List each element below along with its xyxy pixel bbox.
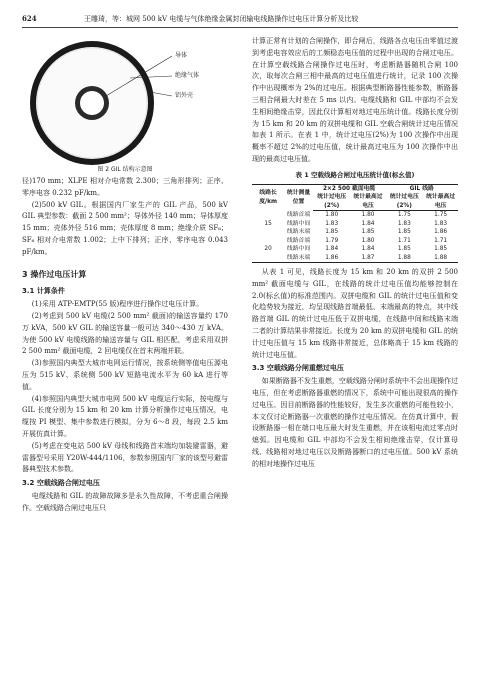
table-row xyxy=(252,254,458,263)
paragraph: 计算正常有计划的合闸操作，即合闸后，线路各点电压由零值过渡到考虑电容效应后的工频稳态电压值的过程中出现的合闸过电压。在计算空载线路合闸操作过电压时，考虑断路器随机合闸 100 次，取每次合闸三相中最高的过电压值进行统计，记录 100 次操作中出现概率为 2%的过电压。根据典型断路器性能参数，断路器三相合闸最大时差在 5 ms 以内。电缆线路和 GIL 中部均不会发生相间绝缘击穿，因此仅计算相对地过电压统计值。线路长度分别为 15 km 和 20 km 的双拼电缆和 GIL 空载合闸统计过电压情况如表 1 所示。在表 1 中，统计过电压(2%)为 100 次操作中出现概率不超过 2%的过电压值，统计最高过电压为 100 次操作中出现的最高过电压值。 xyxy=(252,37,458,163)
cell-cable-stat: 1.80 xyxy=(325,212,339,219)
conductor-inner xyxy=(80,91,104,115)
subsection-heading: 3.2 空载线路合闸过电压 xyxy=(22,479,100,488)
table-row xyxy=(252,245,458,254)
table-row xyxy=(252,237,458,246)
paragraph: (2)考虑到 500 kV 电缆(2 500 mm² 截面)的输送容量约 170 万 kVA，500 kV GIL 的输送容量一般可达 340～430 万 kVA。为使 500 kV 电缆线路的输送容量与 GIL 相匹配，考虑采用双拼 2 500 mm² 截面电缆，2 回电缆仅在首末两端并联。 xyxy=(22,311,228,356)
cell-gil-stat: 1.71 xyxy=(397,237,411,244)
cell-gil-max: 1.85 xyxy=(434,246,448,253)
cell-length xyxy=(252,228,284,237)
cell-position: 线路首端 xyxy=(286,211,311,218)
cell-length: 20 xyxy=(264,246,272,253)
cell-cable-max: 1.84 xyxy=(361,246,375,253)
col-header-cable: 2×2 500 截面电缆 xyxy=(313,184,386,193)
paragraph: 电缆线路和 GIL 的故障故障多是永久性故障，不考虑重合闸操作。空载线路合闸过电压只 xyxy=(22,491,228,512)
label-aluminum-shell: 铝外壳 xyxy=(175,92,194,99)
cell-gil-max: 1.71 xyxy=(434,237,448,244)
cell-gil-max: 1.75 xyxy=(434,212,448,219)
paragraph: 径)170 mm；XLPE 相对介电常数 2.300；三角形排列；正序、零序电容 0.232 pF/km。 xyxy=(22,177,228,197)
cell-gil-max: 1.83 xyxy=(434,220,448,227)
cell-gil-stat: 1.88 xyxy=(385,254,423,263)
cell-cable-max: 1.84 xyxy=(361,220,375,227)
paragraph: 如果断路器不发生重燃，空载线路分闸时系统中不会出现操作过电压，但在考虑断路器重燃的情况下，系统中可能出现很高的操作过电压。因目前断路器的性能较好，发生多次重燃的可能性较小，本文仅讨论断路器一次重燃的操作过电压情况。在仿真计算中，假设断路器一相在端口电压最大时发生重燃，并在该相电流过零点时熄弧。因电缆和 GIL 中部均不会发生相间绝缘击穿，仅计算母线、线路相对地过电压以及断路器断口的过电压值。500 kV 系统的相对地操作过电压 xyxy=(252,377,458,468)
cell-gil-stat: 1.75 xyxy=(397,212,411,219)
paragraph: (1)采用 ATP-EMTP(55 版)程序进行操作过电压计算。 xyxy=(31,300,204,309)
cell-gil-stat: 1.83 xyxy=(397,220,411,227)
paragraph: (2)500 kV GIL。根据国内厂家生产的 GIL 产品，500 kV GIL 典型参数：截面 2 500 mm²；导体外径 140 mm；导体厚度 15 mm；壳体外径 516 mm；壳体厚度 8 mm；绝缘介质 SF₆；SF₆ 相对介电常数 1.002；上中下排列；正序、零序电容 0.043 pF/km。 xyxy=(22,200,228,256)
paragraph: (4)参照国内典型大城市电网 500 kV 电缆运行实际，按电缆与 GIL 长度分别为 15 km 和 20 km 计算分析操作过电压情况，电缆按 PI 模型、集中参数进行模拟，分为 6～8 段，每段 2.5 km 开展仿真计算。 xyxy=(22,394,228,438)
cell-gil-stat: 1.85 xyxy=(397,229,411,236)
cell-position: 线路中间 xyxy=(286,246,311,253)
table-row xyxy=(252,211,458,220)
overvoltage-table xyxy=(252,184,458,264)
table-row xyxy=(252,220,458,229)
cell-cable-max: 1.85 xyxy=(361,229,375,236)
cell-cable-max: 1.80 xyxy=(361,212,375,219)
cell-length xyxy=(252,237,284,246)
cell-gil-max: 1.88 xyxy=(423,254,458,263)
cell-gil-stat: 1.85 xyxy=(397,246,411,253)
col-header-gil: GIL 线路 xyxy=(385,184,458,193)
paragraph: (3)参照国内典型大城市电网运行情况，按系统侧等值电压源电压为 515 kV、系统侧 500 kV 短路电流水平为 60 kA 进行等值。 xyxy=(22,359,228,391)
running-head: 王雕琦，等：城网 500 kV 电缆与气体绝缘金属封闭输电线路操作过电压计算分析及比较 xyxy=(84,15,359,23)
cell-cable-stat: 1.85 xyxy=(325,229,339,236)
cell-position: 线路首端 xyxy=(286,237,311,244)
col-header-gil-stat: 统计过电压(2%) xyxy=(385,193,423,211)
page-number: 624 xyxy=(22,14,37,23)
cell-gil-max: 1.86 xyxy=(434,229,448,236)
cell-length xyxy=(252,211,284,220)
cell-position: 线路中间 xyxy=(286,220,311,227)
cell-position: 线路末端 xyxy=(284,254,313,263)
header-rule xyxy=(22,27,458,28)
left-column xyxy=(22,176,228,515)
cell-length xyxy=(252,254,284,263)
label-conductor: 导体 xyxy=(175,52,188,59)
subsection-heading: 3.3 空载线路分闸重燃过电压 xyxy=(252,364,344,373)
page-header xyxy=(22,14,458,26)
col-header-cable-stat: 统计过电压(2%) xyxy=(313,193,351,211)
table-row xyxy=(252,228,458,237)
col-header-length: 线路长度/km xyxy=(252,184,284,211)
section-heading: 3 操作过电压计算 xyxy=(22,269,87,279)
table-caption: 表 1 空载线路合闸过电压统计值(标幺值) xyxy=(295,170,415,179)
label-insulating-gas: 绝缘气体 xyxy=(175,72,200,79)
gil-structure-figure xyxy=(22,38,228,168)
col-header-cable-max: 统计最高过电压 xyxy=(351,193,386,211)
cell-cable-stat: 1.84 xyxy=(325,246,339,253)
figure-caption: 图 2 GIL 结构示意图 xyxy=(97,166,153,173)
cell-cable-stat: 1.83 xyxy=(325,220,339,227)
cell-length: 15 xyxy=(264,220,272,227)
paragraph: (5)考虑在变电站 500 kV 母线和线路首末端均加装避雷器，避雷器型号采用 Y20W-444/1106，参数参照国内厂家的该型号避雷器典型技术参数。 xyxy=(22,441,228,474)
cell-position: 线路末端 xyxy=(286,229,311,236)
cell-cable-max: 1.80 xyxy=(361,237,375,244)
col-header-gil-max: 统计最高过电压 xyxy=(423,193,458,211)
right-column xyxy=(252,36,458,471)
cell-cable-max: 1.87 xyxy=(351,254,386,263)
cell-cable-stat: 1.79 xyxy=(325,237,339,244)
cell-cable-stat: 1.86 xyxy=(313,254,351,263)
paragraph: 从表 1 可见，线路长度为 15 km 和 20 km 的双拼 2 500 mm² 截面电缆与 GIL，在线路的统计过电压值均能够控制在 2.0(标幺值)的标准范围内。双拼电缆和 GIL 的统计过电压值和变化趋势较为接近，均呈现线路首端最低、末端最高的特点，其中线路首端 GIL 的统计过电压低于双拼电缆，在线路中间和线路末端二者的计算结果非常接近。长度为 20 km 的双拼电缆和 GIL 的统计过电压值与 15 km 线路非常接近，总体略高于 15 km 线路的统计过电压值。 xyxy=(252,268,458,359)
subsection-heading: 3.1 计算条件 xyxy=(22,287,65,296)
col-header-position: 统计测量位置 xyxy=(284,184,313,211)
